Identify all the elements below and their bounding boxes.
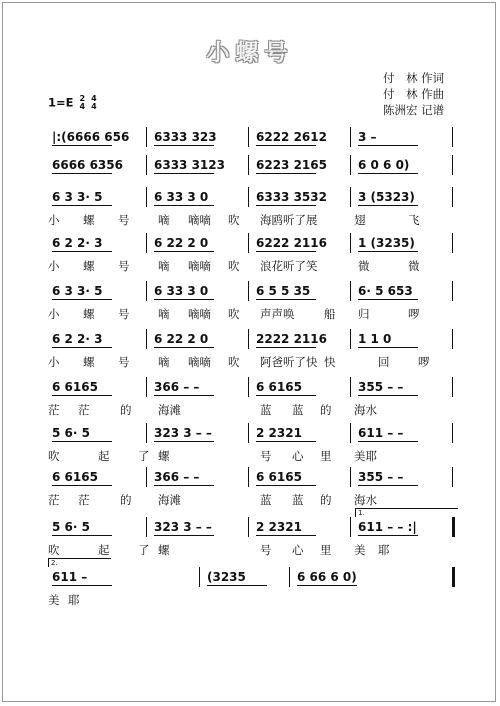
beam-line bbox=[52, 585, 112, 586]
lyric-syllable: 里 bbox=[320, 449, 332, 463]
bar-line bbox=[350, 329, 351, 349]
beam-line bbox=[358, 347, 418, 348]
credit-transcriber: 陈洲宏 记谱 bbox=[383, 103, 445, 117]
lyric-syllable: 声声唤 bbox=[260, 307, 295, 321]
measure: 355 – – bbox=[358, 380, 404, 394]
key-signature bbox=[48, 95, 97, 111]
lyric-syllable: 飞 bbox=[408, 213, 420, 227]
bar-line bbox=[248, 155, 249, 175]
lyric-syllable: 海水 bbox=[354, 403, 377, 417]
measure: 323 3 – – bbox=[154, 520, 212, 534]
beam-line bbox=[154, 347, 214, 348]
credit-composer: 付 林 作曲 bbox=[383, 87, 445, 101]
lyric-syllable: 小 bbox=[48, 259, 60, 273]
measure: 6222 2116 bbox=[256, 236, 327, 250]
bar-line bbox=[248, 329, 249, 349]
lyric-syllable: 茫 bbox=[48, 403, 60, 417]
beam-line bbox=[52, 251, 112, 252]
lyric-syllable: 阿爸听了快 bbox=[260, 355, 318, 369]
lyric-syllable: 船 bbox=[324, 307, 336, 321]
beam-line bbox=[207, 585, 267, 586]
lyric-syllable: 微 bbox=[408, 259, 420, 273]
bar-line bbox=[146, 233, 147, 253]
measure: |:(6666 656 bbox=[52, 130, 130, 144]
lyric-syllable: 号 bbox=[118, 307, 130, 321]
lyric-syllable: 吹 bbox=[228, 213, 240, 227]
beam-line bbox=[52, 173, 112, 174]
bar-line bbox=[452, 127, 453, 147]
measure: 6 6165 bbox=[256, 470, 302, 484]
measure: 2222 2116 bbox=[256, 332, 327, 346]
bar-line bbox=[350, 233, 351, 253]
beam-line bbox=[256, 395, 316, 396]
lyric-syllable: 小 bbox=[48, 213, 60, 227]
lyric-syllable: 心 bbox=[292, 543, 304, 557]
beam-line bbox=[256, 205, 316, 206]
bar-line bbox=[452, 517, 455, 537]
lyric-syllable: 螺 bbox=[83, 259, 95, 273]
beam-line bbox=[52, 205, 112, 206]
bar-line bbox=[146, 127, 147, 147]
beam-line bbox=[358, 251, 418, 252]
lyric-syllable: 浪花听了笑 bbox=[260, 259, 318, 273]
beam-line bbox=[154, 535, 214, 536]
lyric-syllable: 蓝 bbox=[260, 403, 272, 417]
beam-line bbox=[256, 485, 316, 486]
time-signature-4-4: 4 4 bbox=[91, 94, 97, 111]
beam-line bbox=[358, 205, 418, 206]
beam-line bbox=[256, 347, 316, 348]
lyric-syllable: 号 bbox=[260, 449, 272, 463]
lyric-syllable: 吹 bbox=[228, 355, 240, 369]
beam-line bbox=[52, 485, 112, 486]
lyric-syllable: 海滩 bbox=[158, 403, 181, 417]
lyric-syllable: 的 bbox=[320, 493, 332, 507]
beam-line bbox=[52, 347, 112, 348]
beam-line bbox=[256, 173, 316, 174]
lyric-syllable: 了 bbox=[138, 543, 150, 557]
lyric-syllable: 蓝 bbox=[292, 403, 304, 417]
bar-line bbox=[452, 377, 453, 397]
lyric-syllable: 归 bbox=[358, 307, 370, 321]
lyric-syllable: 螺 bbox=[83, 307, 95, 321]
beam-line bbox=[154, 145, 214, 146]
bar-line bbox=[289, 567, 290, 587]
lyric-syllable: 小 bbox=[48, 307, 60, 321]
bar-line bbox=[350, 517, 351, 537]
lyric-syllable: 啰 bbox=[418, 355, 430, 369]
lyric-syllable: 嘀 bbox=[158, 213, 170, 227]
lyric-syllable: 小 bbox=[48, 355, 60, 369]
lyric-syllable: 美耶 bbox=[354, 449, 377, 463]
bar-line bbox=[146, 423, 147, 443]
lyric-syllable: 嘀嘀 bbox=[188, 355, 211, 369]
lyric-syllable: 啰 bbox=[408, 307, 420, 321]
bar-line bbox=[248, 127, 249, 147]
measure: 6 6165 bbox=[256, 380, 302, 394]
bar-line bbox=[248, 423, 249, 443]
bar-line bbox=[452, 233, 453, 253]
measure: 6 2 2· 3 bbox=[52, 332, 103, 346]
measure: 6 22 2 0 bbox=[154, 332, 209, 346]
lyric-syllable: 了 bbox=[138, 449, 150, 463]
bar-line bbox=[248, 377, 249, 397]
beam-line bbox=[256, 299, 316, 300]
lyric-syllable: 里 bbox=[320, 543, 332, 557]
bar-line bbox=[452, 329, 453, 349]
bar-line bbox=[452, 423, 453, 443]
bar-line bbox=[350, 127, 351, 147]
lyric-syllable: 心 bbox=[292, 449, 304, 463]
measure: 611 – bbox=[52, 570, 88, 584]
beam-line bbox=[154, 441, 214, 442]
measure: 6 5 5 35 bbox=[256, 284, 311, 298]
lyric-syllable: 起 bbox=[98, 543, 110, 557]
lyric-syllable: 的 bbox=[320, 403, 332, 417]
volta-bracket: 1. bbox=[355, 508, 458, 517]
lyric-syllable: 海滩 bbox=[158, 493, 181, 507]
beam-line bbox=[358, 535, 418, 536]
bar-line bbox=[350, 187, 351, 207]
bar-line bbox=[452, 567, 455, 587]
lyric-syllable: 嘀嘀 bbox=[188, 213, 211, 227]
bar-line bbox=[248, 233, 249, 253]
bar-line bbox=[146, 377, 147, 397]
measure: 366 – – bbox=[154, 380, 200, 394]
measure: 6666 6356 bbox=[52, 158, 123, 172]
bar-line bbox=[146, 281, 147, 301]
measure: 6333 3532 bbox=[256, 190, 327, 204]
bar-line bbox=[452, 155, 453, 175]
bar-line bbox=[146, 187, 147, 207]
beam-line bbox=[52, 299, 112, 300]
measure: 6 33 3 0 bbox=[154, 284, 209, 298]
lyric-syllable: 耶 bbox=[68, 593, 80, 607]
lyric-syllable: 回 bbox=[378, 355, 390, 369]
measure: 6333 323 bbox=[154, 130, 217, 144]
lyric-syllable: 起 bbox=[98, 449, 110, 463]
beam-line bbox=[52, 145, 112, 146]
bar-line bbox=[146, 329, 147, 349]
beam-line bbox=[52, 441, 112, 442]
bar-line bbox=[350, 423, 351, 443]
beam-line bbox=[358, 299, 418, 300]
measure: 1 (3235) bbox=[358, 236, 415, 250]
lyric-syllable: 蓝 bbox=[292, 493, 304, 507]
beam-line bbox=[256, 535, 316, 536]
measure: 355 – – bbox=[358, 470, 404, 484]
measure: 2 2321 bbox=[256, 426, 302, 440]
measure: 6 6165 bbox=[52, 380, 98, 394]
lyric-syllable: 号 bbox=[118, 213, 130, 227]
lyric-syllable: 号 bbox=[118, 259, 130, 273]
lyric-syllable: 嘀 bbox=[158, 355, 170, 369]
lyric-syllable: 蓝 bbox=[260, 493, 272, 507]
lyric-syllable: 海鸥听了展 bbox=[260, 213, 318, 227]
lyric-syllable: 嘀嘀 bbox=[188, 307, 211, 321]
lyric-syllable: 嘀 bbox=[158, 307, 170, 321]
beam-line bbox=[358, 485, 418, 486]
lyric-syllable: 吹 bbox=[48, 449, 60, 463]
bar-line bbox=[199, 567, 200, 587]
bar-line bbox=[452, 187, 453, 207]
song-title: 小螺号 bbox=[206, 40, 294, 66]
lyric-syllable: 快 bbox=[324, 355, 336, 369]
measure: 6 3 3· 5 bbox=[52, 190, 103, 204]
beam-line bbox=[52, 535, 112, 536]
bar-line bbox=[248, 187, 249, 207]
bar-line bbox=[452, 467, 453, 487]
measure: 2 2321 bbox=[256, 520, 302, 534]
bar-line bbox=[350, 155, 351, 175]
measure: 3 (5323) bbox=[358, 190, 415, 204]
lyric-syllable: 号 bbox=[260, 543, 272, 557]
volta-bracket: 2. bbox=[48, 558, 111, 567]
bar-line bbox=[350, 467, 351, 487]
measure: 6 3 3· 5 bbox=[52, 284, 103, 298]
beam-line bbox=[256, 251, 316, 252]
lyric-syllable: 美 bbox=[48, 593, 60, 607]
beam-line bbox=[358, 173, 418, 174]
beam-line bbox=[256, 145, 316, 146]
lyric-syllable: 吹 bbox=[48, 543, 60, 557]
lyric-syllable: 茫 bbox=[78, 403, 90, 417]
lyric-syllable: 螺 bbox=[158, 449, 170, 463]
lyric-syllable: 耶 bbox=[378, 543, 390, 557]
bar-line bbox=[146, 467, 147, 487]
bar-line bbox=[452, 281, 453, 301]
measure: 6333 3123 bbox=[154, 158, 225, 172]
bar-line bbox=[248, 517, 249, 537]
lyric-syllable: 茫 bbox=[78, 493, 90, 507]
key-label: 1=E bbox=[48, 95, 74, 110]
lyric-syllable: 螺 bbox=[158, 543, 170, 557]
bar-line bbox=[146, 155, 147, 175]
measure: 6· 5 653 bbox=[358, 284, 413, 298]
beam-line bbox=[256, 441, 316, 442]
measure: 6 66 6 0) bbox=[297, 570, 357, 584]
lyric-syllable: 螺 bbox=[83, 355, 95, 369]
measure: 6 22 2 0 bbox=[154, 236, 209, 250]
beam-line bbox=[154, 299, 214, 300]
measure: 6 6165 bbox=[52, 470, 98, 484]
lyric-syllable: 嘀嘀 bbox=[188, 259, 211, 273]
measure: 6 33 3 0 bbox=[154, 190, 209, 204]
measure: 6223 2165 bbox=[256, 158, 327, 172]
lyric-syllable: 的 bbox=[120, 403, 132, 417]
measure: 323 3 – – bbox=[154, 426, 212, 440]
lyric-syllable: 吹 bbox=[228, 259, 240, 273]
beam-line bbox=[358, 395, 418, 396]
lyric-syllable: 翅 bbox=[354, 213, 366, 227]
measure: 5 6· 5 bbox=[52, 520, 90, 534]
beam-line bbox=[154, 205, 214, 206]
lyric-syllable: 海水 bbox=[354, 493, 377, 507]
beam-line bbox=[154, 485, 214, 486]
measure: 3 – bbox=[358, 130, 377, 144]
measure: (3235 bbox=[207, 570, 246, 584]
measure: 611 – – :| bbox=[358, 520, 417, 534]
beam-line bbox=[154, 251, 214, 252]
lyric-syllable: 微 bbox=[358, 259, 370, 273]
measure: 6222 2612 bbox=[256, 130, 327, 144]
lyric-syllable: 号 bbox=[118, 355, 130, 369]
bar-line bbox=[248, 467, 249, 487]
lyric-syllable: 茫 bbox=[48, 493, 60, 507]
beam-line bbox=[154, 173, 214, 174]
credit-lyricist: 付 林 作词 bbox=[383, 71, 445, 85]
measure: 611 – – bbox=[358, 426, 404, 440]
lyric-syllable: 吹 bbox=[228, 307, 240, 321]
measure: 5 6· 5 bbox=[52, 426, 90, 440]
bar-line bbox=[350, 377, 351, 397]
bar-line bbox=[248, 281, 249, 301]
time-signature-2-4: 2 4 bbox=[79, 94, 86, 111]
lyric-syllable: 嘀 bbox=[158, 259, 170, 273]
measure: 366 – – bbox=[154, 470, 200, 484]
beam-line bbox=[358, 441, 418, 442]
bar-line bbox=[146, 517, 147, 537]
beam-line bbox=[52, 395, 112, 396]
lyric-syllable: 美 bbox=[354, 543, 366, 557]
lyric-syllable: 的 bbox=[120, 493, 132, 507]
lyric-syllable: 螺 bbox=[83, 213, 95, 227]
measure: 6 2 2· 3 bbox=[52, 236, 103, 250]
measure: 6 0 6 0) bbox=[358, 158, 410, 172]
measure: 1 1 0 bbox=[358, 332, 392, 346]
beam-line bbox=[154, 395, 214, 396]
bar-line bbox=[350, 281, 351, 301]
beam-line bbox=[358, 145, 418, 146]
beam-line bbox=[297, 585, 357, 586]
